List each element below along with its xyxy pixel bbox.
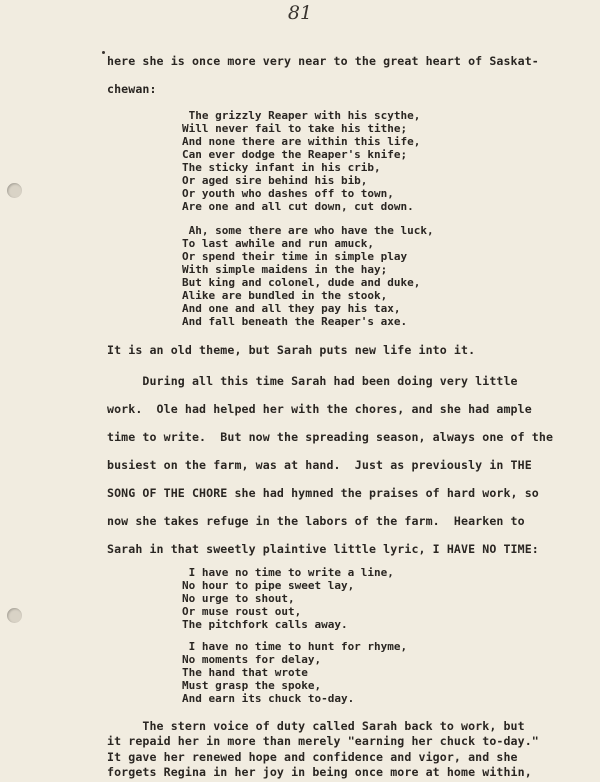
poem-line: I have no time to write a line, [182,566,394,579]
poem-line: But king and colonel, dude and duke, [182,276,421,289]
body-line: busiest on the farm, was at hand. Just as previously in THE [107,458,532,472]
poem-line: No hour to pipe sweet lay, [182,579,355,592]
intro-line: here she is once more very near to the great heart of Saskat- [107,54,539,68]
poem-line: The sticky infant in his crib, [182,161,381,174]
poem-line: Will never fail to take his tithe; [182,122,408,135]
body-line: The stern voice of duty called Sarah back to work, but [107,719,525,733]
poem-line: Must grasp the spoke, [182,679,322,692]
poem-line: And none there are within this life, [182,135,421,148]
punch-hole-upper [7,183,22,198]
poem-line: Or muse roust out, [182,605,302,618]
poem-line: And fall beneath the Reaper's axe. [182,315,408,328]
body-line: work. Ole had helped her with the chores, and she had ample [107,402,532,416]
poem-line: No moments for delay, [182,653,322,666]
intro-line: chewan: [107,82,157,96]
poem-line: The pitchfork calls away. [182,618,348,631]
body-line: During all this time Sarah had been doing very little [107,374,518,388]
body-line: it repaid her in more than merely "earning her chuck to-day." [107,734,539,748]
body-line: time to write. But now the spreading season, always one of the [107,430,554,444]
poem-line: Or youth who dashes off to town, [182,187,394,200]
poem-line: The hand that wrote [182,666,308,679]
poem-line: I have no time to hunt for rhyme, [182,640,408,653]
poem-line: And one and all they pay his tax, [182,302,401,315]
poem-line: To last awhile and run amuck, [182,237,375,250]
poem-line: The grizzly Reaper with his scythe, [182,109,421,122]
poem-line: Alike are bundled in the stook, [182,289,388,302]
poem-line: With simple maidens in the hay; [182,263,388,276]
punch-hole-lower [7,608,22,623]
poem-line: And earn its chuck to-day. [182,692,355,705]
margin-mark [102,51,105,54]
poem-line: Or aged sire behind his bib, [182,174,368,187]
body-line: It gave her renewed hope and confidence and vigor, and she [107,750,518,764]
body-line: It is an old theme, but Sarah puts new life into it. [107,343,476,357]
poem-line: Can ever dodge the Reaper's knife; [182,148,408,161]
poem-line: Are one and all cut down, cut down. [182,200,414,213]
body-line: SONG OF THE CHORE she had hymned the praises of hard work, so [107,486,539,500]
poem-line: Or spend their time in simple play [182,250,408,263]
body-line: forgets Regina in her joy in being once more at home within, [107,765,532,779]
page-number: 81 [287,2,313,24]
body-line: Sarah in that sweetly plaintive little lyric, I HAVE NO TIME: [107,542,539,556]
poem-line: Ah, some there are who have the luck, [182,224,434,237]
poem-line: No urge to shout, [182,592,295,605]
body-line: now she takes refuge in the labors of the farm. Hearken to [107,514,525,528]
